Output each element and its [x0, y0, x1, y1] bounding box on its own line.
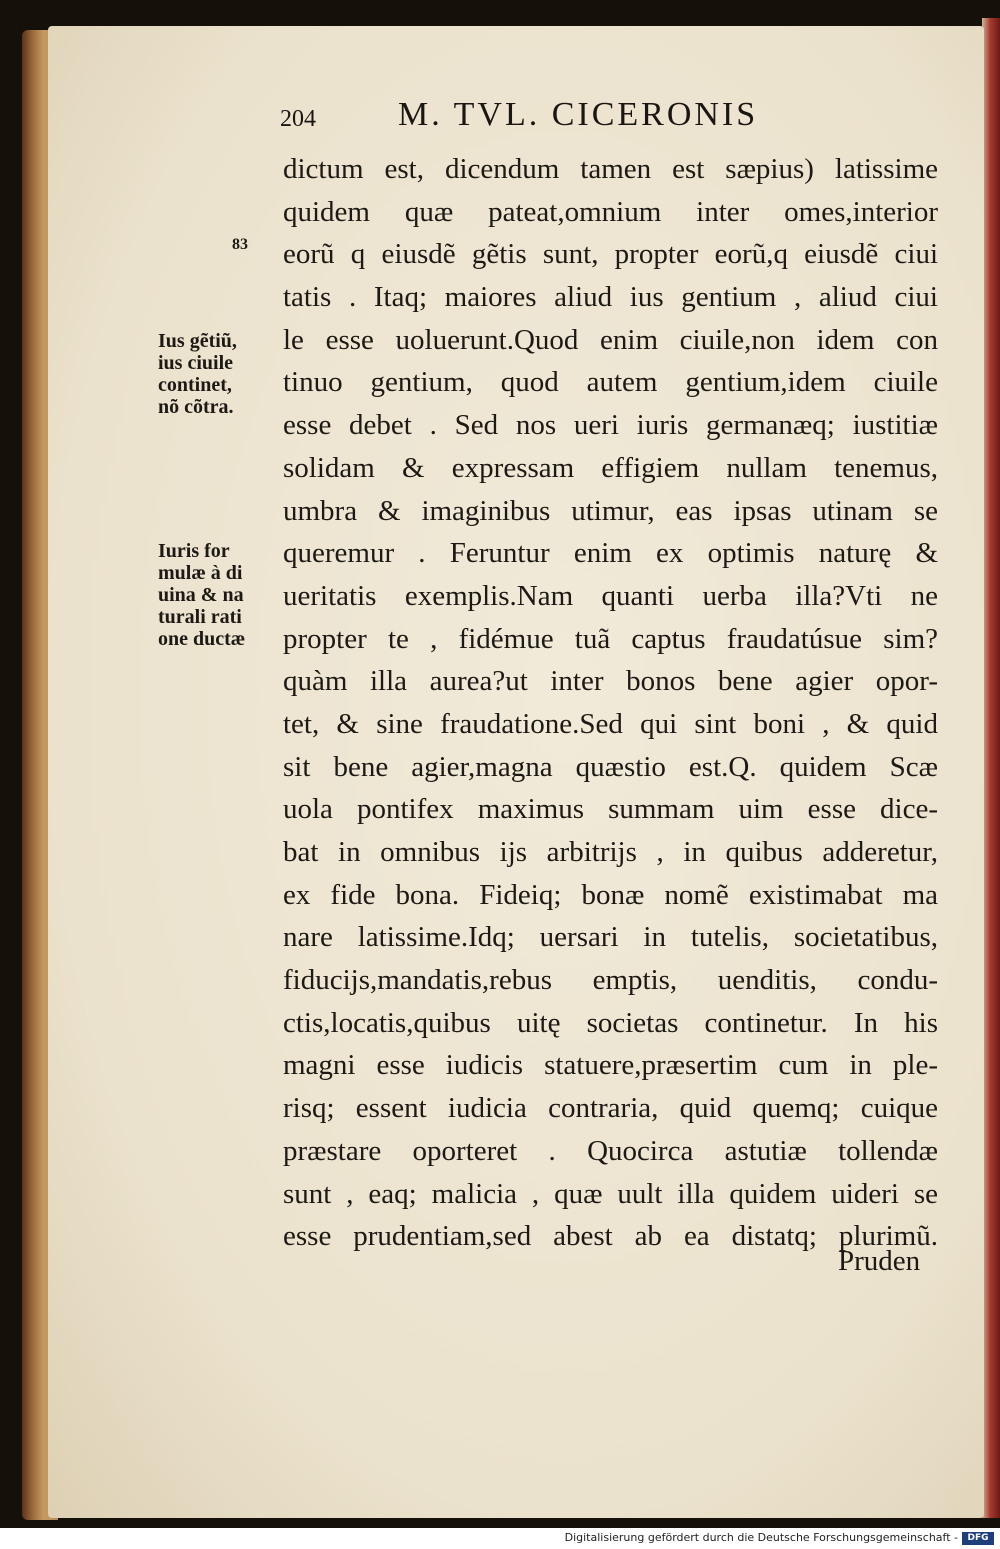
text-line: nare latissime.Idq; uersari in tutelis, societatibus,	[283, 921, 938, 954]
text-line: queremur . Feruntur enim ex optimis naturę &	[283, 537, 938, 570]
margin-note-iuris-formulae	[158, 540, 283, 650]
book-spine-edge	[982, 18, 1000, 1518]
margin-note-line: one ductæ	[158, 628, 246, 650]
text-line: uola pontifex maximus summam uim esse dice-	[283, 793, 938, 826]
text-line: ex fide bona. Fideiq; bonæ nomẽ existimabat ma	[283, 878, 938, 911]
text-line: sit bene agier,magna quæstio est.Q. quidem Scæ	[283, 750, 938, 783]
margin-number: 83	[232, 236, 248, 253]
margin-note-line: Ius gẽtiũ,	[158, 330, 237, 352]
margin-note-line: turali rati	[158, 606, 242, 628]
text-line: quàm illa aurea?ut inter bonos bene agier opor-	[283, 665, 938, 698]
margin-note-line: ius ciuile	[158, 352, 234, 374]
text-line: propter te , fidémue tuã captus fraudatúsue sim?	[283, 622, 938, 655]
text-line: le esse uoluerunt.Quod enim ciuile,non idem con	[283, 323, 938, 356]
text-line: tet, & sine fraudatione.Sed qui sint boni , & quid	[283, 707, 938, 740]
text-line: bat in omnibus ijs arbitrijs , in quibus adderetur,	[283, 836, 938, 868]
text-line: esse prudentiam,sed abest ab ea distatq; plurimũ.	[283, 1220, 938, 1253]
text-line: dictum est, dicendum tamen est sæpius) latissime	[283, 153, 938, 185]
text-line: risq; essent iudicia contraria, quid quemq; cuique	[283, 1092, 938, 1125]
text-line: quidem quæ pateat,omnium inter omes,interior	[283, 195, 938, 228]
margin-note-line: continet,	[158, 374, 232, 396]
funding-credit: Digitalisierung gefördert durch die Deutsche Forschungsgemeinschaft -	[564, 1531, 958, 1544]
margin-note-ius-gentium	[158, 330, 283, 418]
text-line: umbra & imaginibus utimur, eas ipsas utinam se	[283, 494, 938, 527]
text-line: fiducijs,mandatis,rebus emptis, uenditis, condu-	[283, 964, 938, 997]
dfg-logo: DFG	[962, 1532, 994, 1545]
text-line: esse debet . Sed nos ueri iuris germanæq; iustitiæ	[283, 409, 938, 442]
margin-note-line: uina & na	[158, 584, 244, 606]
text-line: tatis . Itaq; maiores aliud ius gentium , aliud ciui	[283, 281, 938, 314]
text-line: eorũ q eiusdẽ gẽtis sunt, propter eorũ,q eiusdẽ ciui	[283, 238, 938, 271]
text-line: ctis,locatis,quibus uitę societas continetur. In his	[283, 1006, 938, 1039]
catchword: Pruden	[838, 1245, 921, 1277]
page-number: 204	[280, 106, 316, 132]
text-line: solidam & expressam effigiem nullam tenemus,	[283, 451, 938, 484]
footer-bar	[0, 1528, 1000, 1549]
body-text	[283, 148, 938, 1258]
running-title: M. TVL. CICERONIS	[398, 96, 759, 133]
text-line: magni esse iudicis statuere,præsertim cum in ple-	[283, 1049, 938, 1082]
margin-note-line: nõ cõtra.	[158, 396, 234, 418]
margin-note-line: Iuris for	[158, 540, 230, 562]
text-line: præstare oporteret . Quocirca astutiæ tollendæ	[283, 1134, 938, 1167]
margin-note-line: mulæ à di	[158, 562, 243, 584]
text-line: ueritatis exemplis.Nam quanti uerba illa?Vti ne	[283, 579, 938, 612]
text-line: tinuo gentium, quod autem gentium,idem ciuile	[283, 366, 938, 399]
page-header	[280, 96, 920, 146]
text-line: sunt , eaq; malicia , quæ uult illa quidem uideri se	[283, 1177, 938, 1210]
